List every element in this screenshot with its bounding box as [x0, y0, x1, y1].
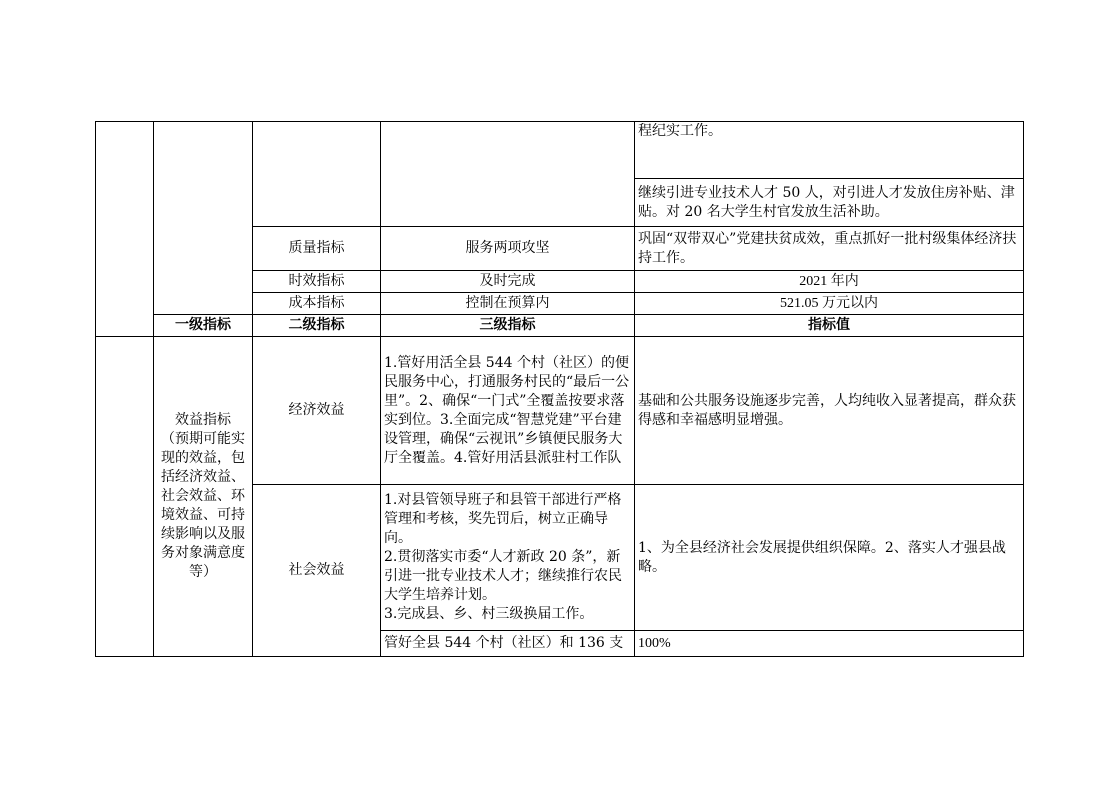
indicator-value-cell: 2021 年内 — [635, 271, 1024, 293]
table-row — [96, 337, 1024, 485]
level3-cell: 1.管好用活全县 544 个村（社区）的便民服务中心，打通服务村民的“最后一公里”。2、确保“一门式”全覆盖按要求落实到位。3.全面完成“智慧党建”平台建设管理，确保“云视讯”乡镇便民服务大厅全覆盖。4.管好用活县派驻村工作队 — [381, 337, 635, 485]
level2-cell: 成本指标 — [253, 293, 381, 315]
header-level3: 三级指标 — [381, 315, 635, 337]
level2-cell: 经济效益 — [253, 337, 381, 485]
level2-cell: 社会效益 — [253, 485, 381, 657]
level2-cell: 质量指标 — [253, 227, 381, 271]
indicator-value-cell: 继续引进专业技术人才 50 人，对引进人才发放住房补贴、津贴。对 20 名大学生村官发放生活补助。 — [635, 179, 1024, 227]
level3-cell: 控制在预算内 — [381, 293, 635, 315]
performance-indicator-table — [95, 121, 1024, 657]
level3-cell: 服务两项攻坚 — [381, 227, 635, 271]
level2-cell: 时效指标 — [253, 271, 381, 293]
left-margin-cell — [96, 337, 154, 657]
indicator-value-cell: 100% — [635, 631, 1024, 657]
indicator-value-cell: 巩固“双带双心”党建扶贫成效，重点抓好一批村级集体经济扶持工作。 — [635, 227, 1024, 271]
header-value: 指标值 — [635, 315, 1024, 337]
indicator-value-cell: 1、为全县经济社会发展提供组织保障。2、落实人才强县战略。 — [635, 485, 1024, 631]
blank-cell — [381, 122, 635, 227]
level3-cell: 管好全县 544 个村（社区）和 136 支 — [381, 631, 635, 657]
header-level2: 二级指标 — [253, 315, 381, 337]
header-level1: 一级指标 — [154, 315, 253, 337]
blank-cell — [253, 122, 381, 227]
level1-benefit-cell: 效益指标 （预期可能实现的效益，包括经济效益、社会效益、环境效益、可持续影响以及服务对象满意度等） — [154, 337, 253, 657]
table-row — [96, 122, 1024, 179]
blank-cell — [154, 122, 253, 315]
level3-cell: 1.对县管领导班子和县管干部进行严格管理和考核，奖先罚后，树立正确导向。 2.贯彻落实市委“人才新政 20 条”，新引进一批专业技术人才；继续推行农民大学生培养计划。 3.完成县、乡、村三级换届工作。 — [381, 485, 635, 631]
table-header-row — [96, 315, 1024, 337]
indicator-value-cell: 基础和公共服务设施逐步完善，人均纯收入显著提高，群众获得感和幸福感明显增强。 — [635, 337, 1024, 485]
indicator-value-cell: 521.05 万元以内 — [635, 293, 1024, 315]
blank-cell — [96, 122, 154, 337]
indicator-value-cell: 程纪实工作。 — [635, 122, 1024, 179]
level3-cell: 及时完成 — [381, 271, 635, 293]
